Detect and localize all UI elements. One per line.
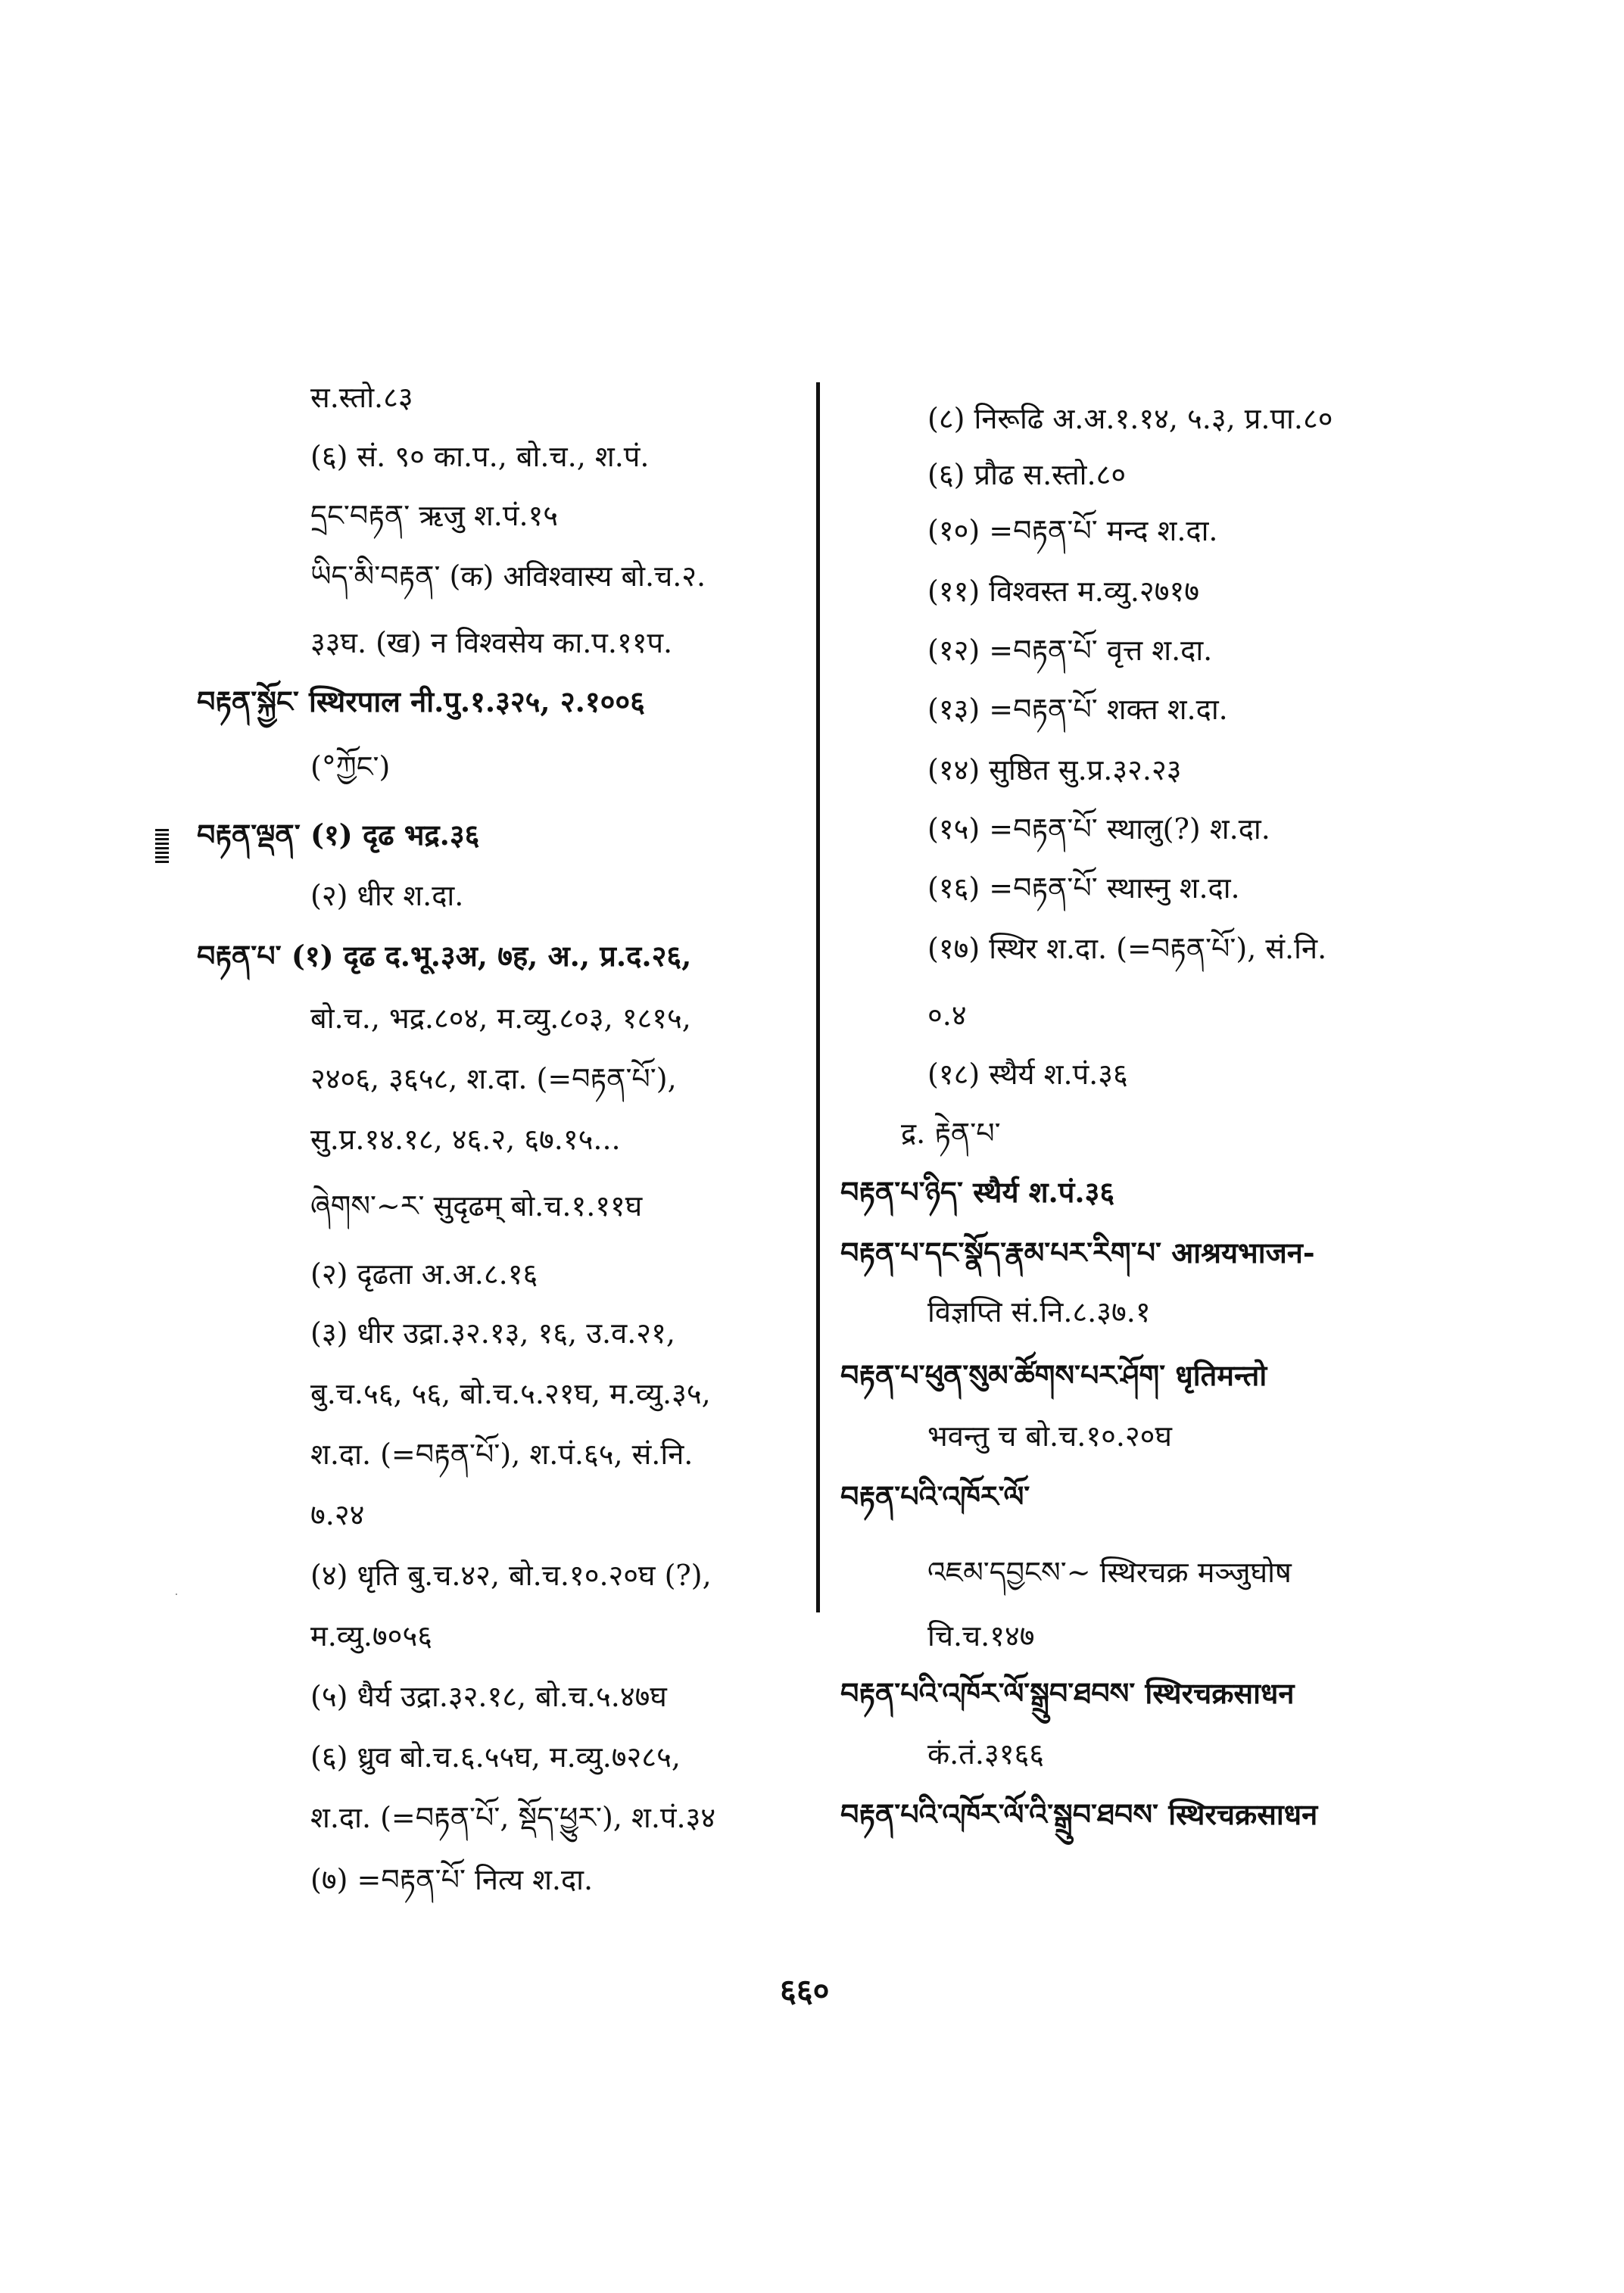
entry-line: भवन्तु च बो.च.१०.२०घ: [927, 1419, 1172, 1453]
column-divider: [816, 382, 820, 1612]
entry-line: འཇམ་དབྱངས་~ स्थिरचक्र मञ्जुघोष: [927, 1556, 1292, 1589]
margin-mark: [155, 829, 169, 865]
entry-line: (१६) =བརྟན་པོ་ स्थास्नु श.दा.: [927, 871, 1240, 905]
entry-line: (२) दृढता अ.अ.८.१६: [310, 1257, 538, 1291]
entry-line: म.व्यु.७०५६: [310, 1619, 432, 1653]
entry-line: विज्ञप्ति सं.नि.८.३७.१: [927, 1295, 1151, 1329]
headword-line: བརྟན་པ་ཉིད་ स्थैर्य श.पं.३६: [840, 1175, 1115, 1209]
entry-line: (२) धीर श.दा.: [310, 879, 464, 912]
entry-line: (१५) =བརྟན་པོ་ स्थालु(?) श.दा.: [927, 812, 1270, 846]
entry-line: ३३घ. (ख) न विश्वसेय का.प.११प.: [310, 626, 673, 659]
entry-line: (११) विश्वस्त म.व्यु.२७१७: [927, 575, 1199, 608]
entry-line: (१३) =བརྟན་པོ་ शक्त श.दा.: [927, 693, 1228, 726]
entry-line: स.स्तो.८३: [310, 381, 413, 414]
entry-line: དྲང་བརྟན་ ऋजु श.पं.१५: [310, 499, 559, 532]
entry-line: (४) धृति बु.च.४२, बो.च.१०.२०घ (?),: [310, 1559, 712, 1592]
entry-line: चि.च.१४७: [927, 1619, 1035, 1653]
entry-line: ०.४: [927, 999, 967, 1032]
scan-dot: [176, 1594, 177, 1595]
entry-line: श.दा. (=བརྟན་པོ་, སྡོད་ཕྱུར་), श.पं.३४: [310, 1801, 716, 1834]
entry-line: (८) निरूढि अ.अ.१.१४, ५.३, प्र.पा.८०: [927, 402, 1333, 435]
entry-line: श.दा. (=བརྟན་པོ་), श.पं.६५, सं.नि.: [310, 1438, 694, 1471]
entry-line: (१४) सुष्ठित सु.प्र.३२.२३: [927, 753, 1182, 787]
headword-line: བརྟན་སྐྱོང་ स्थिरपाल नी.पु.१.३२५, २.१००६: [197, 684, 645, 718]
page-number: ६६०: [780, 1972, 830, 2009]
entry-line: (°ཀྱོང་): [310, 750, 391, 784]
entry-line: बु.च.५६, ५६, बो.च.५.२१घ, म.व्यु.३५,: [310, 1377, 711, 1410]
entry-line: ७.२४: [310, 1498, 365, 1531]
entry-line: कं.तं.३१६६: [927, 1737, 1045, 1771]
headword-line: བརྟན་ལྡན་ (१) दृढ भद्र.३६: [197, 818, 480, 852]
headword-line: བརྟན་པ་དང་སྣོད་རྣམ་པར་རིག་པ་ आश्रयभाजन-: [840, 1235, 1315, 1270]
entry-line: (७) =བརྟན་པོ་ नित्य श.दा.: [310, 1863, 594, 1896]
entry-line: २४०६, ३६५८, श.दा. (=བརྟན་པོ་),: [310, 1062, 677, 1095]
headword-line: བརྟན་པའི་འཁོར་ལོ་: [840, 1479, 1030, 1513]
entry-line: (१८) स्थैर्य श.पं.३६: [927, 1058, 1128, 1091]
entry-line: (१०) =བརྟན་པོ་ मन्द श.दा.: [927, 514, 1218, 547]
entry-line: (१७) स्थिर श.दा. (=བརྟན་པོ་), सं.नि.: [927, 932, 1327, 965]
entry-line: द्र. རྟེན་པ་: [901, 1117, 1001, 1150]
entry-line: (६) ध्रुव बो.च.६.५५घ, म.व्यु.७२८५,: [310, 1740, 681, 1774]
entry-line: (६) सं. ९० का.प., बो.च., श.पं.: [310, 440, 650, 473]
entry-line: सु.प्र.१४.१८, ४६.२, ६७.१५...: [310, 1123, 621, 1156]
entry-line: (६) प्रौढ स.स्तो.८०: [927, 458, 1127, 491]
headword-line: བརྟན་པའི་འཁོར་ལོ་འི་སྒྲུབ་ཐབས་ स्थिरचक्रसाधन: [840, 1797, 1318, 1831]
entry-line: (३) धीर उद्रा.३२.१३, १६, उ.व.२१,: [310, 1316, 675, 1350]
entry-line: (५) धैर्य उद्रा.३२.१८, बो.च.५.४७घ: [310, 1680, 667, 1713]
headword-line: བརྟན་པའི་འཁོར་ལོ་སྒྲུབ་ཐབས་ स्थिरचक्रसाधन: [840, 1676, 1295, 1710]
entry-line: बो.च., भद्र.८०४, म.व्यु.८०३, १८१५,: [310, 1002, 691, 1035]
headword-line: བརྟན་པ་ཕུན་སུམ་ཚོགས་པར་ཤོག་ धृतिमन्तो: [840, 1358, 1267, 1392]
entry-line: ཞེགས་~ར་ सुदृढम् बो.च.१.११घ: [310, 1189, 643, 1223]
headword-line: བརྟན་པ་ (१) दृढ द.भू.३अ, ७ह, अ., प्र.द.२६,: [197, 939, 692, 973]
entry-line: ཡིད་མི་བརྟན་ (क) अविश्वास्य बो.च.२.: [310, 559, 706, 593]
entry-line: (१२) =བརྟན་པོ་ वृत्त श.दा.: [927, 634, 1213, 667]
